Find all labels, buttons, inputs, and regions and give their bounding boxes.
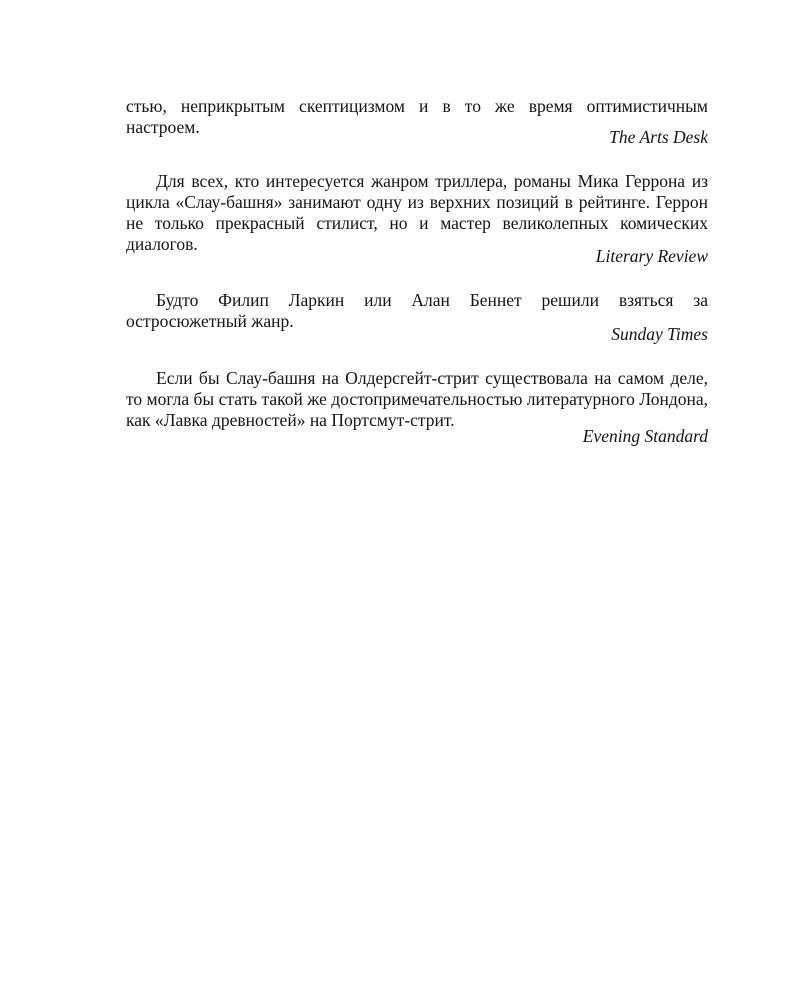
review-source: The Arts Desk (609, 127, 708, 147)
review-quotes (126, 96, 708, 470)
review-text: Если бы Слау-башня на Олдерсгейт-стрит существовала на самом деле, то могла бы стать такой же достопримечательностью литературного Лондона, как «Лавка древностей» на Портсмут-стрит. (126, 368, 708, 430)
review-source: Literary Review (595, 246, 708, 266)
review-quote (126, 171, 708, 267)
review-source: Sunday Times (611, 324, 708, 344)
review-quote (126, 96, 708, 148)
review-source: Evening Standard (582, 426, 708, 446)
review-quote (126, 290, 708, 345)
review-quote (126, 368, 708, 447)
review-text: Будто Филип Ларкин или Алан Беннет решили взяться за остросюжетный жанр. (126, 290, 708, 331)
review-text: стью, неприкрытым скептицизмом и в то же время оптимистичным настроем. (126, 96, 708, 137)
review-text: Для всех, кто интересуется жанром триллера, романы Мика Геррона из цикла «Слау-башня» занимают одну из верхних позиций в рейтинге. Геррон не только прекрасный стилист, но и мастер великолепных комических диалогов. (126, 171, 708, 254)
